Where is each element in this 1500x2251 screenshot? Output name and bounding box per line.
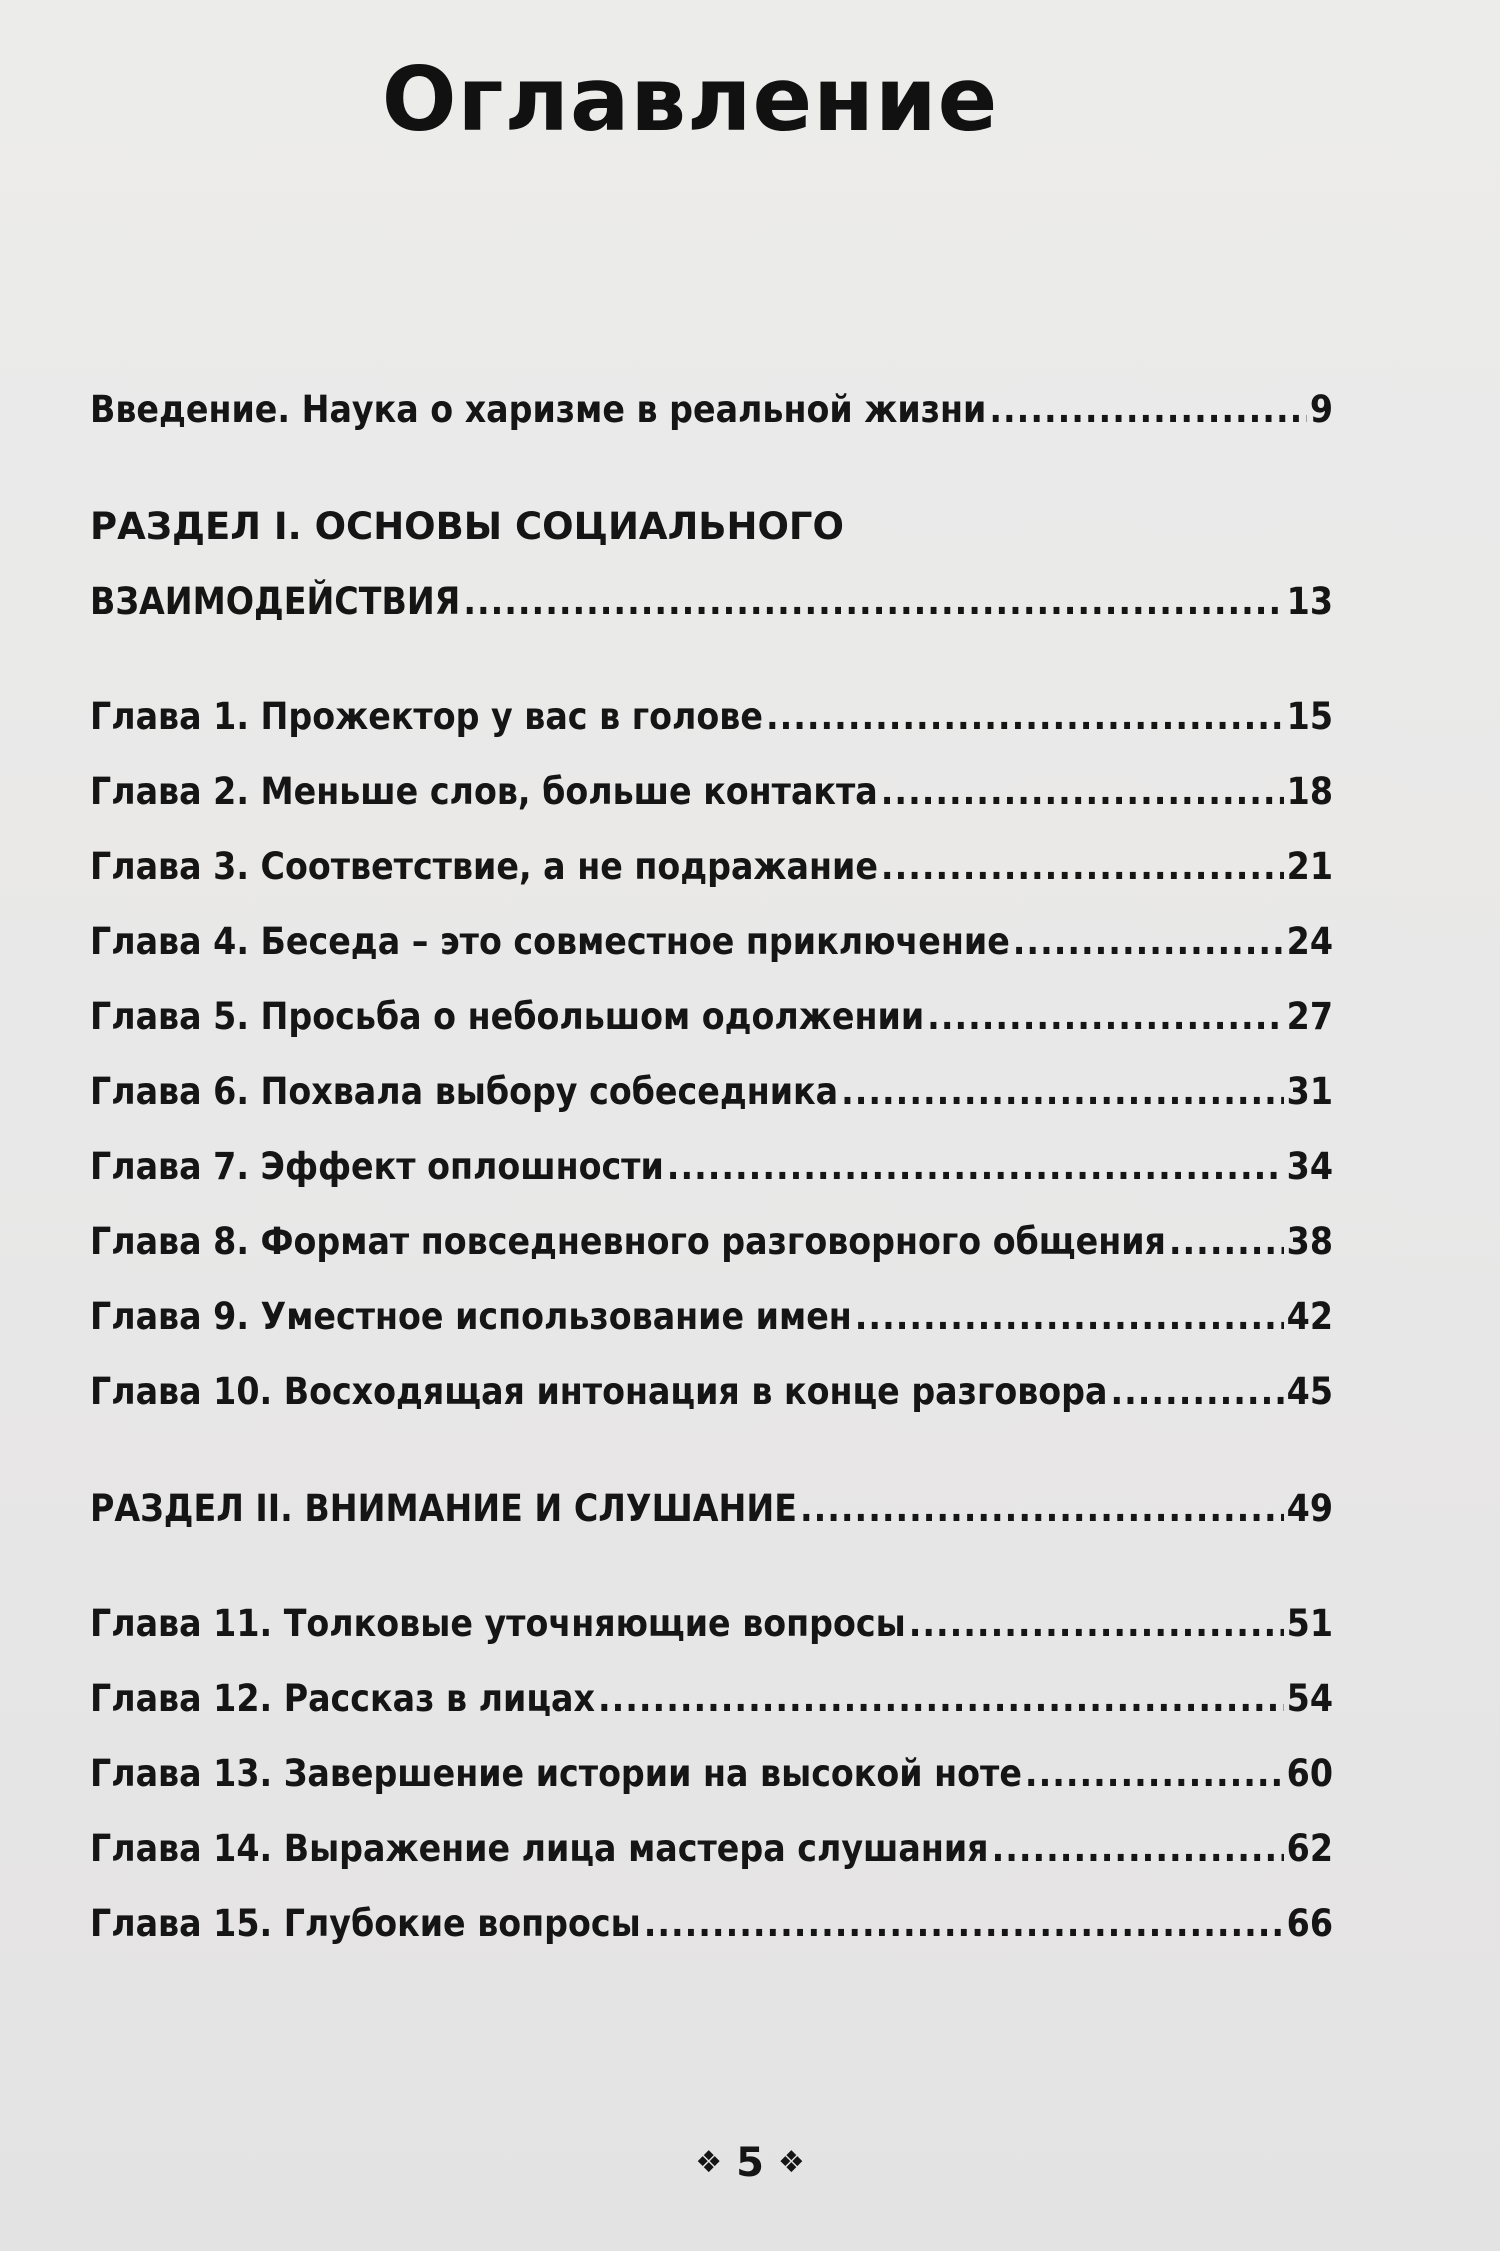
toc-entry-chapter [90, 1886, 1333, 1961]
toc-entry-chapter [90, 1586, 1333, 1661]
dot-leader [855, 1279, 1284, 1354]
dot-leader [598, 1661, 1284, 1736]
dot-leader [881, 829, 1284, 904]
toc-entry-page: 42 [1286, 1295, 1333, 1338]
table-of-contents [90, 372, 1333, 1961]
toc-entry-chapter [90, 1204, 1333, 1279]
toc-entry-label: Глава 5. Просьба о небольшом одолжении [90, 995, 925, 1038]
dot-leader [800, 1471, 1284, 1546]
dot-leader [644, 1886, 1284, 1961]
section-heading-2 [90, 1471, 1333, 1546]
toc-entry-page: 24 [1286, 920, 1333, 963]
toc-entry-label: Глава 10. Восходящая интонация в конце разговора [90, 1370, 1108, 1413]
toc-entry-page: 18 [1286, 770, 1333, 813]
section1-chapter-list [90, 679, 1333, 1429]
toc-entry-label: Глава 7. Эффект оплошности [90, 1145, 664, 1188]
toc-entry-chapter [90, 679, 1333, 754]
toc-entry-page: 51 [1286, 1602, 1333, 1645]
dot-leader [1025, 1736, 1284, 1811]
dot-leader [463, 564, 1283, 639]
toc-entry-page: 9 [1309, 388, 1333, 431]
toc-entry-page: 27 [1286, 995, 1333, 1038]
ornament-right-icon: ❖ [777, 2145, 805, 2180]
toc-entry-page: 66 [1286, 1902, 1333, 1945]
section-title: РАЗДЕЛ II. ВНИМАНИЕ И СЛУШАНИЕ [90, 1487, 797, 1530]
toc-entry-label: Глава 4. Беседа – это совместное приключение [90, 920, 1010, 963]
toc-entry-introduction [90, 372, 1333, 447]
dot-leader [766, 679, 1284, 754]
page-number: 5 [736, 2140, 764, 2186]
toc-entry-chapter [90, 829, 1333, 904]
toc-entry-label: Глава 14. Выражение лица мастера слушания [90, 1827, 989, 1870]
ornament-left-icon: ❖ [695, 2145, 723, 2180]
toc-entry-page: 45 [1286, 1370, 1333, 1413]
toc-entry-page: 60 [1286, 1752, 1333, 1795]
dot-leader [1110, 1354, 1283, 1429]
dot-leader [841, 1054, 1284, 1129]
toc-entry-chapter [90, 1661, 1333, 1736]
toc-entry-label: Глава 11. Толковые уточняющие вопросы [90, 1602, 906, 1645]
section-heading-1 [90, 489, 1333, 639]
toc-entry-chapter [90, 1354, 1333, 1429]
dot-leader [909, 1586, 1284, 1661]
toc-entry-label: Введение. Наука о харизме в реальной жизни [90, 388, 987, 431]
toc-entry-label: Глава 12. Рассказ в лицах [90, 1677, 595, 1720]
toc-entry-page: 34 [1286, 1145, 1333, 1188]
page-title: Оглавление [381, 48, 999, 151]
toc-entry-page: 31 [1286, 1070, 1333, 1113]
dot-leader [667, 1129, 1284, 1204]
section2-chapter-list [90, 1586, 1333, 1961]
section-title-line2-row [90, 564, 1333, 639]
toc-entry-label: Глава 15. Глубокие вопросы [90, 1902, 641, 1945]
toc-entry-chapter [90, 1129, 1333, 1204]
section-title-row [90, 1471, 1333, 1546]
toc-entry-label: Глава 9. Уместное использование имен [90, 1295, 852, 1338]
toc-entry-label: Глава 6. Похвала выбору собеседника [90, 1070, 839, 1113]
toc-entry-page: 21 [1286, 845, 1333, 888]
toc-entry-chapter [90, 1811, 1333, 1886]
toc-entry-label: Глава 13. Завершение истории на высокой ноте [90, 1752, 1022, 1795]
dot-leader [1169, 1204, 1284, 1279]
dot-leader [1013, 904, 1284, 979]
dot-leader [992, 1811, 1284, 1886]
toc-entry-chapter [90, 979, 1333, 1054]
toc-entry-chapter [90, 754, 1333, 829]
section-page: 49 [1286, 1487, 1333, 1530]
dot-leader [989, 372, 1306, 447]
dot-leader [881, 754, 1284, 829]
toc-entry-chapter [90, 1054, 1333, 1129]
toc-entry-page: 38 [1286, 1220, 1333, 1263]
toc-entry-label: Глава 3. Соответствие, а не подражание [90, 845, 878, 888]
section-title-line1: РАЗДЕЛ I. ОСНОВЫ СОЦИАЛЬНОГО [90, 505, 844, 548]
toc-entry-label: Глава 2. Меньше слов, больше контакта [90, 770, 878, 813]
toc-entry-chapter [90, 1736, 1333, 1811]
page-folio [0, 2140, 1500, 2186]
section-title-line2: ВЗАИМОДЕЙСТВИЯ [90, 580, 461, 623]
section-page: 13 [1286, 580, 1333, 623]
toc-entry-page: 54 [1286, 1677, 1333, 1720]
toc-entry-page: 62 [1286, 1827, 1333, 1870]
toc-entry-label: Глава 1. Прожектор у вас в голове [90, 695, 763, 738]
toc-entry-page: 15 [1286, 695, 1333, 738]
toc-entry-chapter [90, 904, 1333, 979]
dot-leader [927, 979, 1284, 1054]
toc-entry-label: Глава 8. Формат повседневного разговорного общения [90, 1220, 1166, 1263]
toc-entry-chapter [90, 1279, 1333, 1354]
